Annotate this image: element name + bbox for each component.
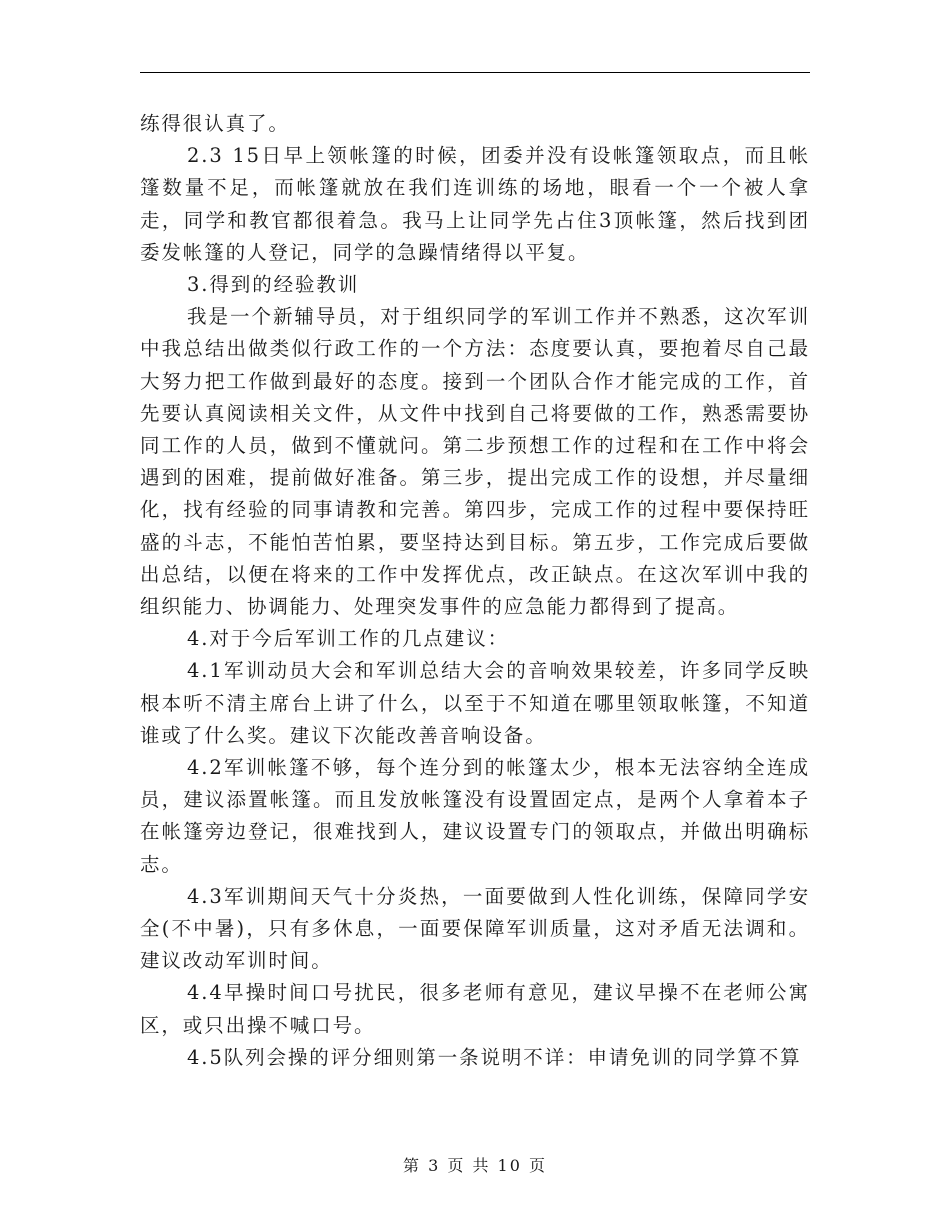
- page-footer: 第 3 页 共 10 页: [403, 1156, 547, 1175]
- header-rule: [140, 72, 810, 73]
- paragraph: 练得很认真了。: [140, 112, 290, 135]
- section-heading: 3.得到的经验教训: [187, 273, 360, 297]
- paragraph: 4.5队列会操的评分细则第一条说明不详：申请免训的同学算不算: [187, 1045, 802, 1069]
- paragraph: 4.3军训期间天气十分炎热，一面要做到人性化训练，保障同学安全(不中暑)，只有多休息，一面要保障军训质量，这对矛盾无法调和。建议改动军训时间。: [140, 884, 810, 973]
- paragraph: 2.3 15日早上领帐篷的时候，团委并没有设帐篷领取点，而且帐篷数量不足，而帐篷就放在我们连训练的场地，眼看一个一个被人拿走，同学和教官都很着急。我马上让同学先占住3顶帐篷，然后找到团委发帐篷的人登记，同学的急躁情绪得以平复。: [140, 144, 810, 264]
- document-body: [140, 108, 810, 1074]
- section-heading: 4.对于今后军训工作的几点建议：: [187, 627, 510, 651]
- paragraph: 4.1军训动员大会和军训总结大会的音响效果较差，许多同学反映根本听不清主席台上讲了什么，以至于不知道在哪里领取帐篷，不知道谁或了什么奖。建议下次能改善音响设备。: [140, 659, 810, 747]
- paragraph: 我是一个新辅导员，对于组织同学的军训工作并不熟悉，这次军训中我总结出做类似行政工作的一个方法：态度要认真，要抱着尽自己最大努力把工作做到最好的态度。接到一个团队合作才能完成的工作，首先要认真阅读相关文件，从文件中找到自己将要做的工作，熟悉需要协同工作的人员，做到不懂就问。第二步预想工作的过程和在工作中将会遇到的困难，提前做好准备。第三步，提出完成工作的设想，并尽量细化，找有经验的同事请教和完善。第四步，完成工作的过程中要保持旺盛的斗志，不能怕苦怕累，要坚持达到目标。第五步，工作完成后要做出总结，以便在将来的工作中发挥优点，改正缺点。在这次军训中我的组织能力、协调能力、处理突发事件的应急能力都得到了提高。: [140, 305, 810, 619]
- paragraph: 4.2军训帐篷不够，每个连分到的帐篷太少，根本无法容纳全连成员，建议添置帐篷。而且发放帐篷没有设置固定点，是两个人拿着本子在帐篷旁边登记，很难找到人，建议设置专门的领取点，并做出明确标志。: [140, 756, 810, 876]
- paragraph: 4.4早操时间口号扰民，很多老师有意见，建议早操不在老师公寓区，或只出操不喊口号。: [140, 981, 810, 1037]
